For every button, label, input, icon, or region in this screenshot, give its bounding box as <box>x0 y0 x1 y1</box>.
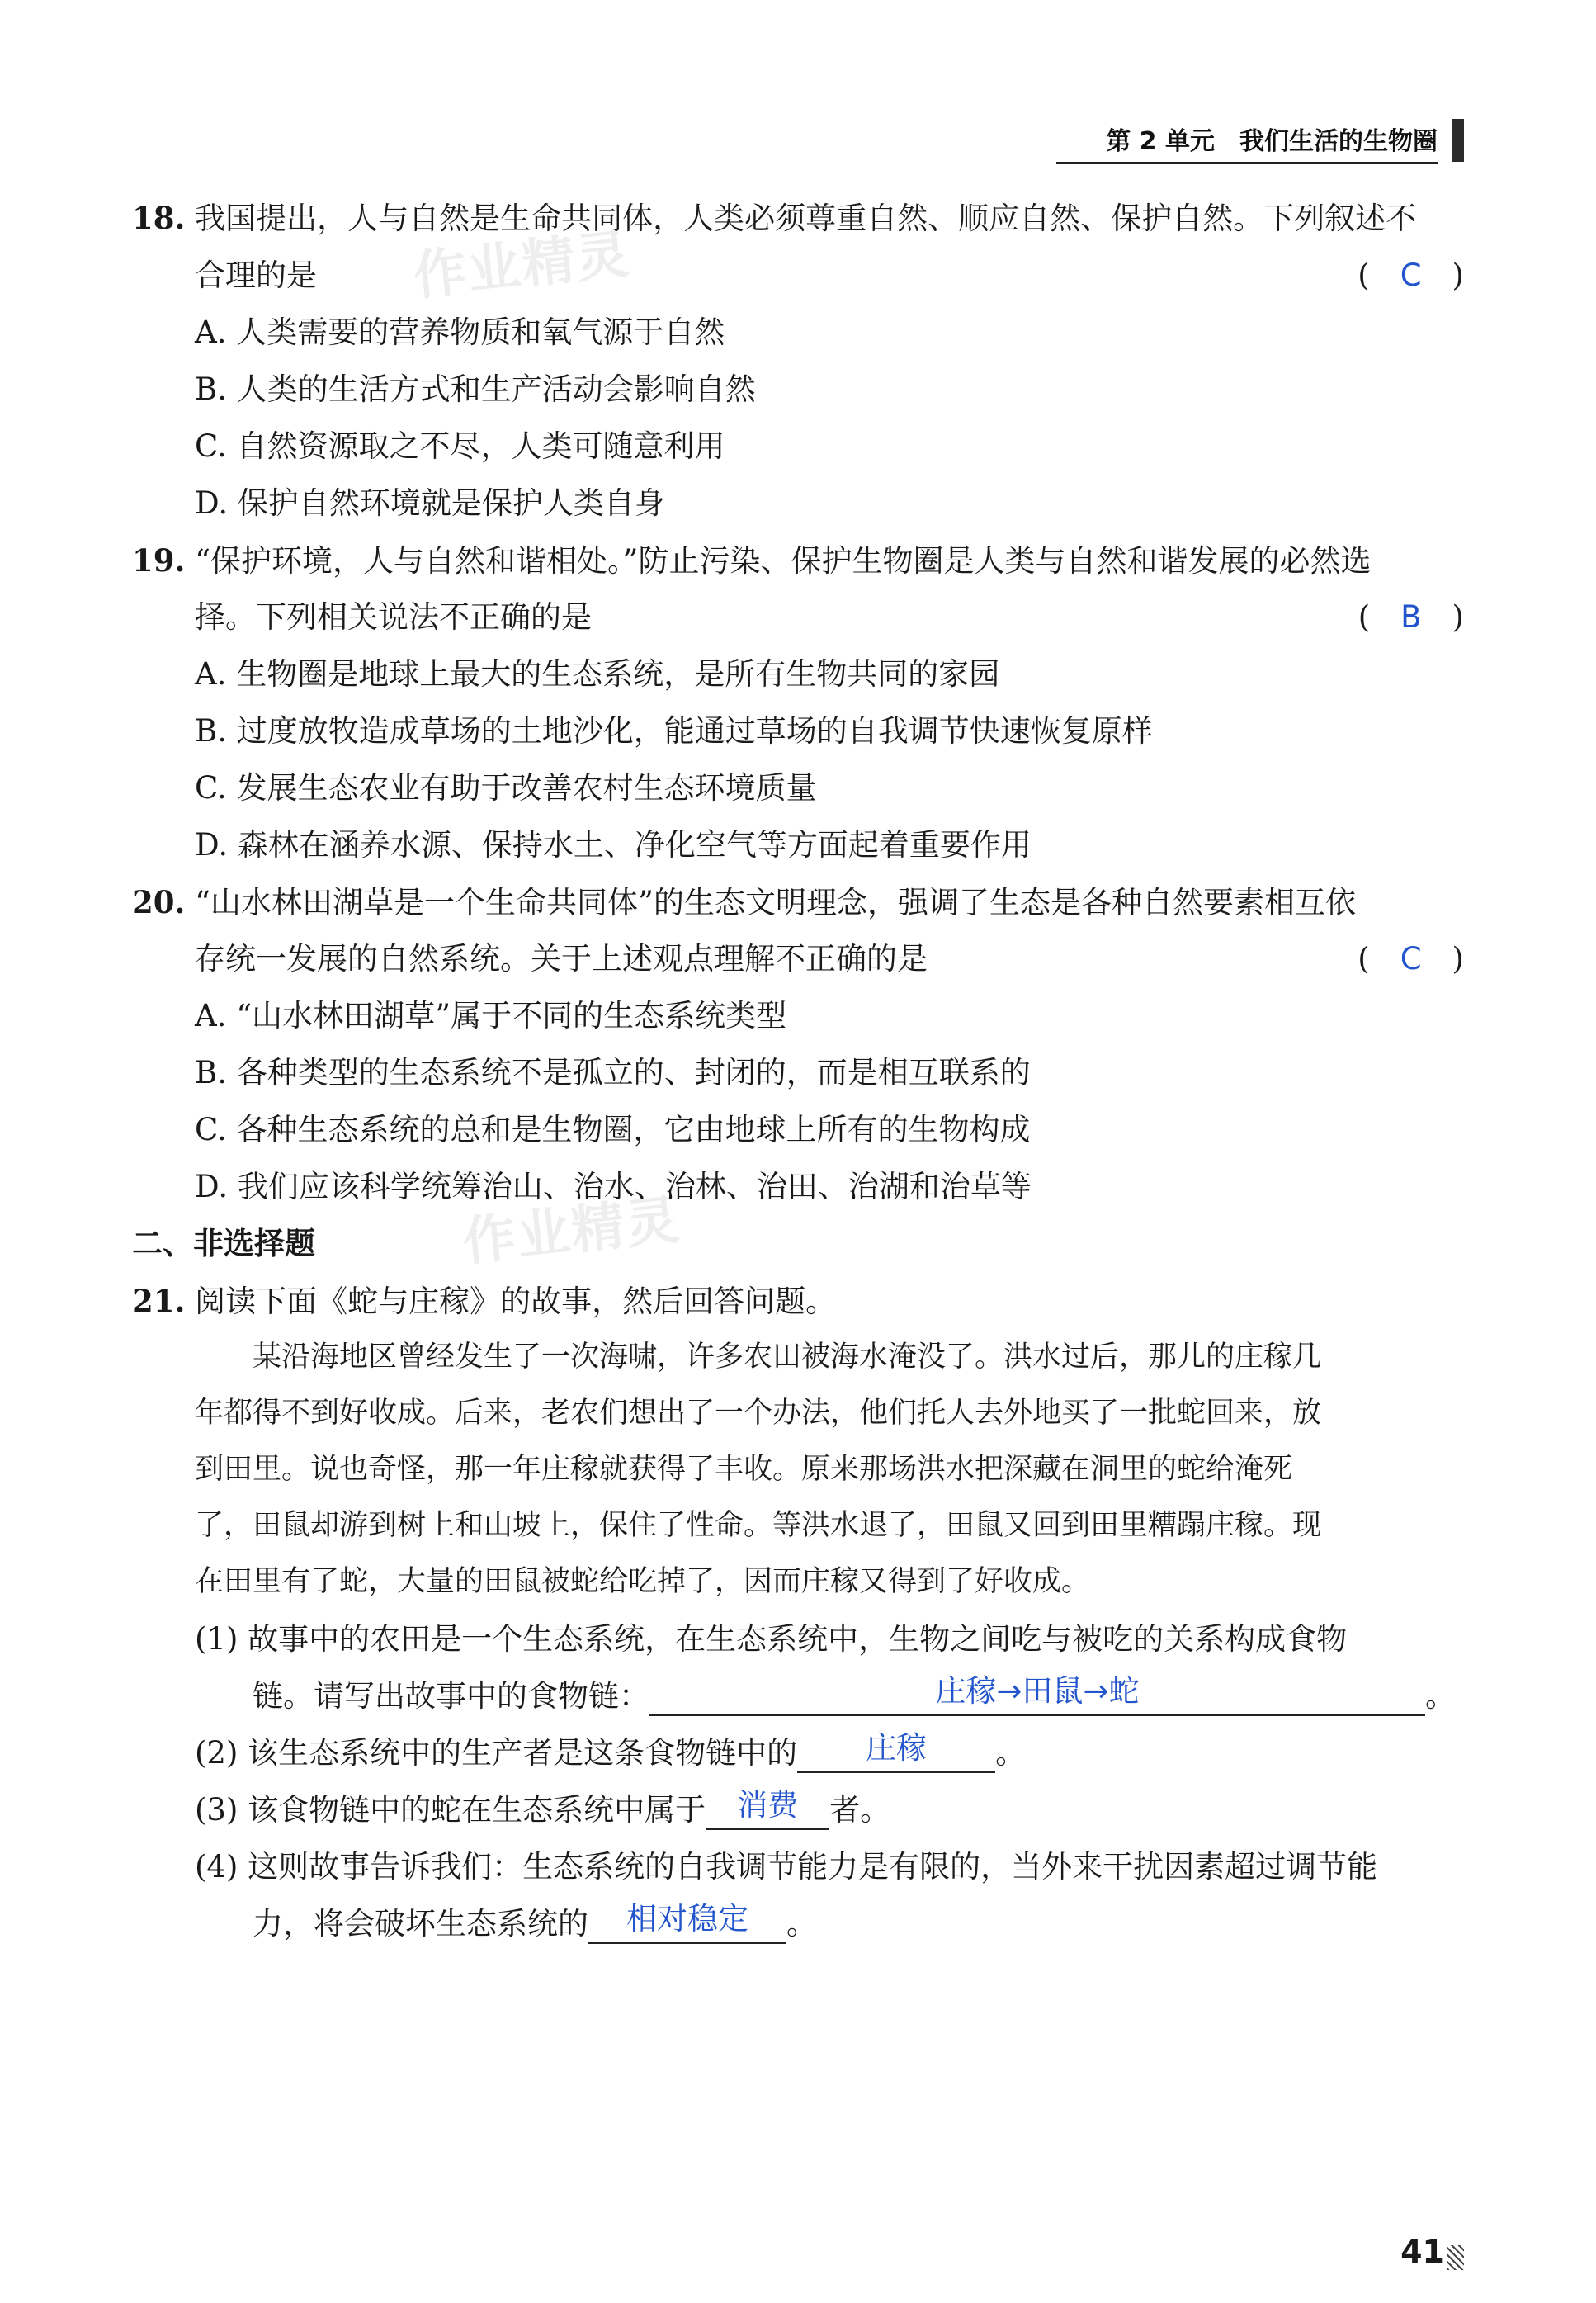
q20-option-a: A. “山水林田湖草”属于不同的生态系统类型 <box>195 998 787 1033</box>
q21-sub4-answer: 相对稳定 <box>626 1901 748 1937</box>
passage-line: 某沿海地区曾经发生了一次海啸，许多农田被海水淹没了。洪水过后，那儿的庄稼几 <box>253 1341 1322 1374</box>
q21-sub1-answer: 庄稼→田鼠→蛇 <box>935 1673 1140 1709</box>
q18-option-a: A. 人类需要的营养物质和氧气源于自然 <box>195 314 725 350</box>
q21-sub4-line2: 力，将会破坏生态系统的 相对稳定 。 <box>253 1904 817 1944</box>
q21-intro: 21. 阅读下面《蛇与庄稼》的故事，然后回答问题。 <box>132 1283 837 1319</box>
answer-blank <box>706 1787 829 1830</box>
section-title: 二、非选择题 <box>132 1226 315 1261</box>
page-number: 41 <box>1400 2234 1464 2270</box>
q21-sub3: (3) 该食物链中的蛇在生态系统中属于 消费 者。 <box>195 1790 890 1830</box>
passage-line: 年都得不到好收成。后来，老农们想出了一个办法，他们托人去外地买了一批蛇回来，放 <box>195 1397 1322 1430</box>
q21-sub1-line2: 链。请写出故事中的食物链： 庄稼→田鼠→蛇 。 <box>253 1676 1456 1716</box>
q20-stem-line2: 存统一发展的自然系统。关于上述观点理解不正确的是 <box>195 941 928 977</box>
q19-answer: B <box>1400 599 1422 635</box>
answer-blank <box>588 1901 786 1944</box>
watermark: 作业精灵 <box>460 1189 683 1274</box>
q21-sub4-line1: (4) 这则故事告诉我们：生态系统的自我调节能力是有限的，当外来干扰因素超过调节能 <box>195 1849 1378 1884</box>
q20-stem-line1: 20. “山水林田湖草是一个生命共同体”的生态文明理念，强调了生态是各种自然要素相互依 <box>132 884 1356 920</box>
q18-answer: C <box>1400 258 1422 293</box>
question-number: 20. <box>132 884 186 920</box>
q21-sub2-answer: 庄稼 <box>866 1730 928 1766</box>
passage-line: 到田里。说也奇怪，那一年庄稼就获得了丰收。原来那场洪水把深藏在洞里的蛇给淹死 <box>195 1453 1293 1486</box>
hatch-decoration <box>1447 2245 1464 2270</box>
question-number: 19. <box>132 542 186 579</box>
q19-stem-line1: 19. “保护环境，人与自然和谐相处。”防止污染、保护生物圈是人类与自然和谐发展的必然选 <box>132 542 1372 579</box>
q19-option-d: D. 森林在涵养水源、保持水土、净化空气等方面起着重要作用 <box>195 827 1032 863</box>
passage-line: 了，田鼠却游到树上和山坡上，保住了性命。等洪水退了，田鼠又回到田里糟蹋庄稼。现 <box>195 1509 1322 1542</box>
q20-option-c: C. 各种生态系统的总和是生物圈，它由地球上所有的生物构成 <box>195 1112 1031 1147</box>
answer-blank <box>649 1673 1425 1716</box>
q18-option-d: D. 保护自然环境就是保护人类自身 <box>195 485 665 521</box>
page-header <box>1056 116 1464 164</box>
unit-title: 第 2 单元 我们生活的生物圈 <box>1056 121 1438 164</box>
passage-line: 在田里有了蛇，大量的田鼠被蛇给吃掉了，因而庄稼又得到了好收成。 <box>195 1565 1091 1598</box>
q19-option-b: B. 过度放牧造成草场的土地沙化，能通过草场的自我调节快速恢复原样 <box>195 713 1153 749</box>
q19-option-a: A. 生物圈是地球上最大的生态系统，是所有生物共同的家园 <box>195 656 1000 692</box>
q20-option-d: D. 我们应该科学统筹治山、治水、治林、治田、治湖和治草等 <box>195 1169 1032 1204</box>
q18-option-b: B. 人类的生活方式和生产活动会影响自然 <box>195 371 756 407</box>
question-number: 21. <box>132 1283 186 1319</box>
q18-answer-paren: ( C ) <box>1358 258 1464 293</box>
q20-option-b: B. 各种类型的生态系统不是孤立的、封闭的，而是相互联系的 <box>195 1055 1031 1090</box>
q19-stem-line2: 择。下列相关说法不正确的是 <box>195 599 592 635</box>
q18-option-c: C. 自然资源取之不尽，人类可随意利用 <box>195 428 725 464</box>
watermark: 作业精灵 <box>410 224 634 308</box>
q20-answer-paren: ( C ) <box>1358 941 1464 977</box>
answer-blank <box>797 1730 995 1773</box>
q18-stem-line1: 18. 我国提出，人与自然是生命共同体，人类必须尊重自然、顺应自然、保护自然。下列叙述不 <box>132 200 1417 236</box>
q21-sub2: (2) 该生态系统中的生产者是这条食物链中的 庄稼 。 <box>195 1733 1026 1773</box>
q21-sub3-answer: 消费 <box>737 1787 799 1823</box>
q18-stem-line2: 合理的是 <box>195 258 317 293</box>
q19-option-c: C. 发展生态农业有助于改善农村生态环境质量 <box>195 770 817 806</box>
q21-sub1-line1: (1) 故事中的农田是一个生态系统，在生态系统中，生物之间吃与被吃的关系构成食物 <box>195 1621 1348 1657</box>
q19-answer-paren: ( B ) <box>1358 599 1464 635</box>
q20-answer: C <box>1400 941 1422 977</box>
header-bar <box>1452 119 1464 162</box>
question-number: 18. <box>132 200 186 236</box>
